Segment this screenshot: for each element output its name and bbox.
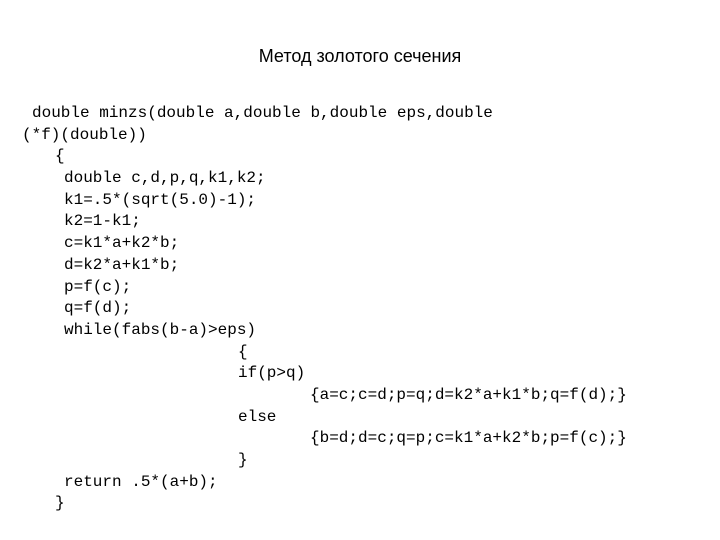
code-line: {a=c;c=d;p=q;d=k2*a+k1*b;q=f(d);} [310,385,627,404]
code-line: while(fabs(b-a)>eps) [64,320,257,339]
code-line: { [238,342,248,361]
slide-title: Метод золотого сечения [258,46,462,66]
code-line: c=k1*a+k2*b; [64,234,180,253]
code-line: double c,d,p,q,k1,k2; [64,169,266,188]
code-line: k2=1-k1; [64,212,141,231]
code-line: p=f(c); [64,277,132,296]
code-line: {b=d;d=c;q=p;c=k1*a+k2*b;p=f(c);} [310,429,627,448]
code-line: return .5*(a+b); [64,472,218,491]
code-block [0,103,720,515]
code-line: } [238,451,248,469]
code-line: double minzs(double a,double b,double eps,double [32,104,493,122]
code-line: { [55,147,65,166]
code-line: } [55,494,65,513]
code-line: (*f)(double)) [22,125,147,144]
code-line: else [238,407,277,426]
code-line: k1=.5*(sqrt(5.0)-1); [64,190,257,209]
code-line: q=f(d); [64,299,132,318]
code-line: if(p>q) [238,364,306,383]
code-line: d=k2*a+k1*b; [64,255,180,274]
